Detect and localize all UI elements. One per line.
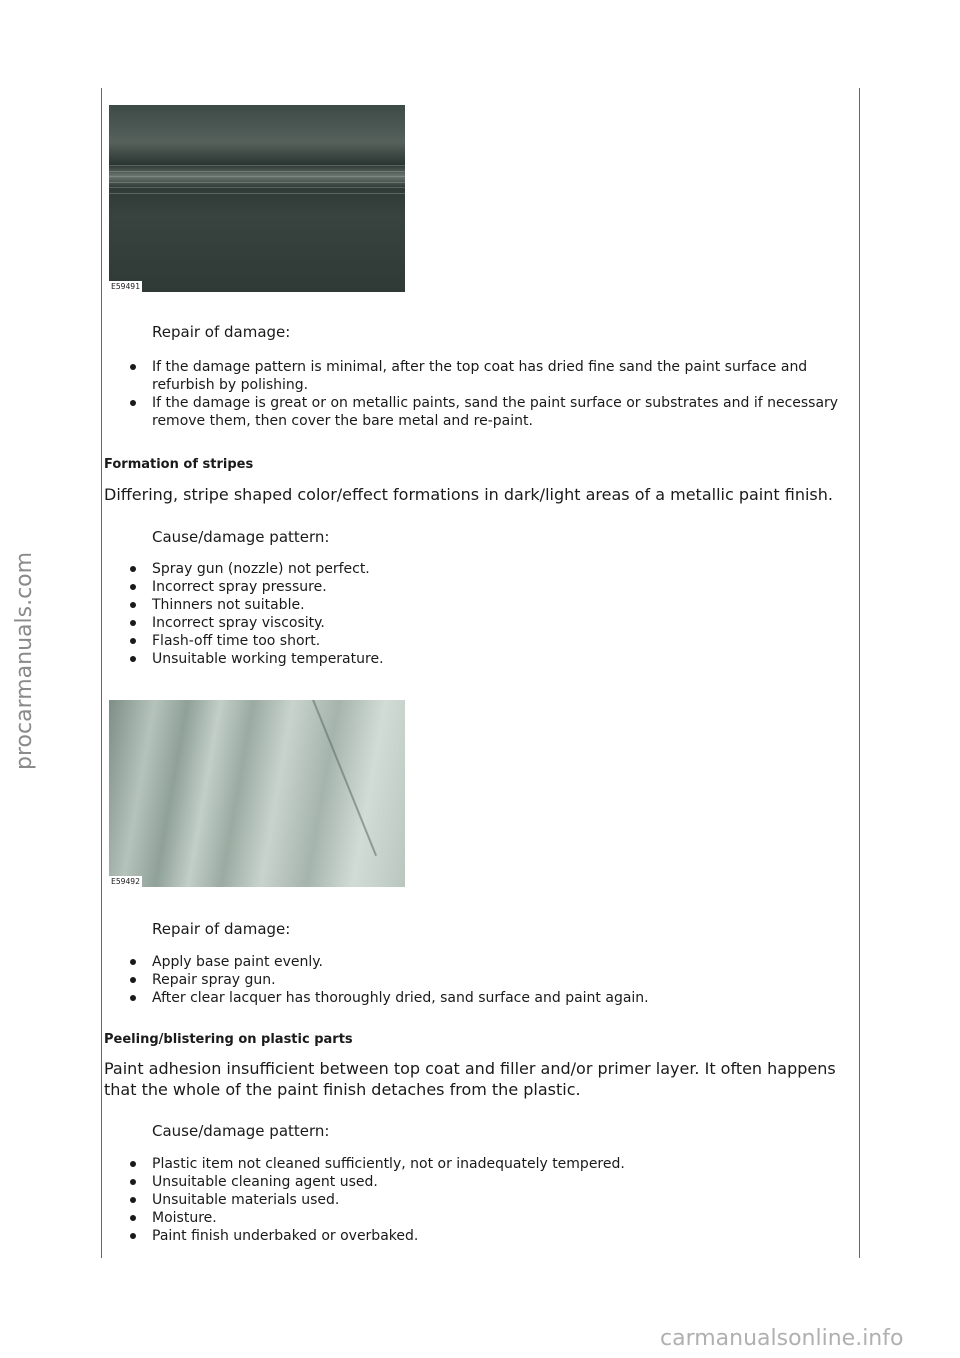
figure-code: E59492	[111, 877, 140, 886]
list-item: Apply base paint evenly.	[130, 953, 852, 971]
figure-code: E59491	[111, 282, 140, 291]
repair-label: Repair of damage:	[152, 920, 291, 938]
list-item: Unsuitable working temperature.	[130, 650, 852, 668]
list-item: Flash-off time too short.	[130, 632, 852, 650]
cause-list	[130, 1155, 852, 1245]
list-item: Repair spray gun.	[130, 971, 852, 989]
left-margin-rule	[101, 88, 102, 1258]
list-item: Paint finish underbaked or overbaked.	[130, 1227, 852, 1245]
list-item: Incorrect spray pressure.	[130, 578, 852, 596]
repair-list	[130, 953, 852, 1007]
list-item: Incorrect spray viscosity.	[130, 614, 852, 632]
cause-label: Cause/damage pattern:	[152, 1122, 330, 1140]
repair-label: Repair of damage:	[152, 323, 291, 341]
figure-stripes-photo	[109, 700, 405, 887]
list-item: If the damage pattern is minimal, after the top coat has dried fine sand the paint surface and refurbish by polishing.	[130, 358, 852, 394]
list-item: Unsuitable cleaning agent used.	[130, 1173, 852, 1191]
section-heading: Formation of stripes	[104, 457, 254, 472]
section-heading: Peeling/blistering on plastic parts	[104, 1032, 353, 1047]
list-item: After clear lacquer has thoroughly dried, sand surface and paint again.	[130, 989, 852, 1007]
section-description: Paint adhesion insufficient between top coat and filler and/or primer layer. It often happens that the whole of the paint finish detaches from the plastic.	[104, 1059, 836, 1099]
bottom-watermark: carmanualsonline.info	[660, 1326, 904, 1351]
cause-list	[130, 560, 852, 668]
list-item: Plastic item not cleaned sufficiently, not or inadequately tempered.	[130, 1155, 852, 1173]
cause-label: Cause/damage pattern:	[152, 528, 330, 546]
side-watermark: procarmanuals.com	[12, 551, 37, 770]
section-description: Differing, stripe shaped color/effect formations in dark/light areas of a metallic paint finish.	[104, 485, 833, 504]
list-item: Spray gun (nozzle) not perfect.	[130, 560, 852, 578]
list-item: Thinners not suitable.	[130, 596, 852, 614]
list-item: If the damage is great or on metallic paints, sand the paint surface or substrates and if necessary remove them, then cover the bare metal and re-paint.	[130, 394, 852, 430]
right-margin-rule	[859, 88, 860, 1258]
repair-list	[130, 358, 852, 430]
figure-damaged-paint-photo	[109, 105, 405, 292]
list-item: Moisture.	[130, 1209, 852, 1227]
list-item: Unsuitable materials used.	[130, 1191, 852, 1209]
